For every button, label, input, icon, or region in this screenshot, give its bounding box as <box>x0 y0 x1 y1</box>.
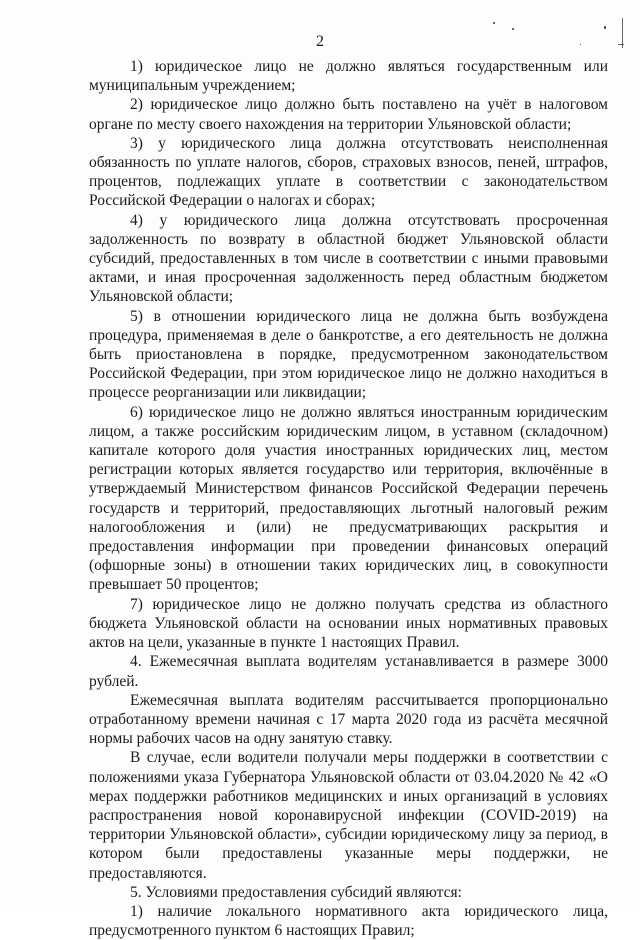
scan-speck <box>493 22 495 24</box>
paragraph-condition-5: 5) в отношении юридического лица не должна быть возбуждена процедура, применяемая в деле о банкротстве, а его деятельность не должна быть приостановлена в порядке, предусмотренном законодательством Российской Федерации, при этом юридическое лицо не должно находиться в процессе реорганизации или ликвидации; <box>89 307 608 402</box>
paragraph-section-5: 5. Условиями предоставления субсидий являются: <box>130 883 462 901</box>
paragraph-section-4: 4. Ежемесячная выплата водителям устанавливается в размере 3000 рублей. <box>89 653 608 690</box>
paragraph-condition-4: 4) у юридического лица должна отсутствовать просроченная задолженность по возврату в областной бюджет Ульяновской области субсидий, предоставленных в том числе в соответствии с иными правовыми актами, и иная просроченная задолженность перед областным бюджетом Ульяновской области; <box>89 211 608 306</box>
paragraph-support-exclusion: В случае, если водители получали меры поддержки в соответствии с положениями указа Губернатора Ульяновской области от 03.04.2020 № 42 «О мерах поддержки работников медицинских и иных организаций в условиях распространения новой коронавирусной инфекции (COVID-2019) на территории Ульяновской области», субсидии юридическому лицу за период, в котором были предоставлены указанные меры поддержки, не предоставляются. <box>89 749 608 882</box>
paragraph-condition-6: 6) юридическое лицо не должно являться иностранным юридическим лицом, а также российским юридическим лицом, в уставном (складочном) капитале которого доля участия иностранных юридических лиц, местом регистрации которых является государство или территория, включённые в утверждаемый Министерством финансов Российской Федерации перечень государств и территорий, предоставляющих льготный налоговый режим налогообложения и (или) не предусматривающих раскрытия и предоставления информации при проведении финансовых операций (офшорные зоны) в отношении таких юридических лиц, в совокупности превышает 50 процентов; <box>89 403 608 594</box>
scan-speck <box>512 28 514 30</box>
paragraph-condition-2: 2) юридическое лицо должно быть поставлено на учёт в налоговом органе по месту своего нахождения на территории Ульяновской области; <box>89 96 608 133</box>
paragraph-condition-3: 3) у юридического лица должна отсутствовать неисполненная обязанность по уплате налогов, сборов, страховых взносов, пеней, штрафов, процентов, подлежащих уплате в соответствии с законодательством Российской Федерации о налогах и сборах; <box>89 134 608 210</box>
paragraph-condition-1: 1) юридическое лицо не должно являться государственным или муниципальным учреждением; <box>89 58 608 95</box>
page-number: 2 <box>316 33 324 50</box>
paragraph-section-5-item-1: 1) наличие локального нормативного акта юридического лица, предусмотренного пунктом 6 настоящих Правил; <box>89 902 608 940</box>
scan-speck <box>580 44 581 45</box>
document-body <box>89 57 608 940</box>
scan-edge-mark <box>618 44 624 45</box>
paragraph-payment-calculation: Ежемесячная выплата водителям рассчитывается пропорционально отработанному времени начиная с 17 марта 2020 года из расчёта месячной нормы рабочих часов на одну занятую ставку. <box>89 691 608 748</box>
scan-speck <box>604 26 606 29</box>
paragraph-condition-7: 7) юридическое лицо не должно получать средства из областного бюджета Ульяновской области на основании иных нормативных правовых актов на цели, указанные в пункте 1 настоящих Правил. <box>89 595 608 652</box>
